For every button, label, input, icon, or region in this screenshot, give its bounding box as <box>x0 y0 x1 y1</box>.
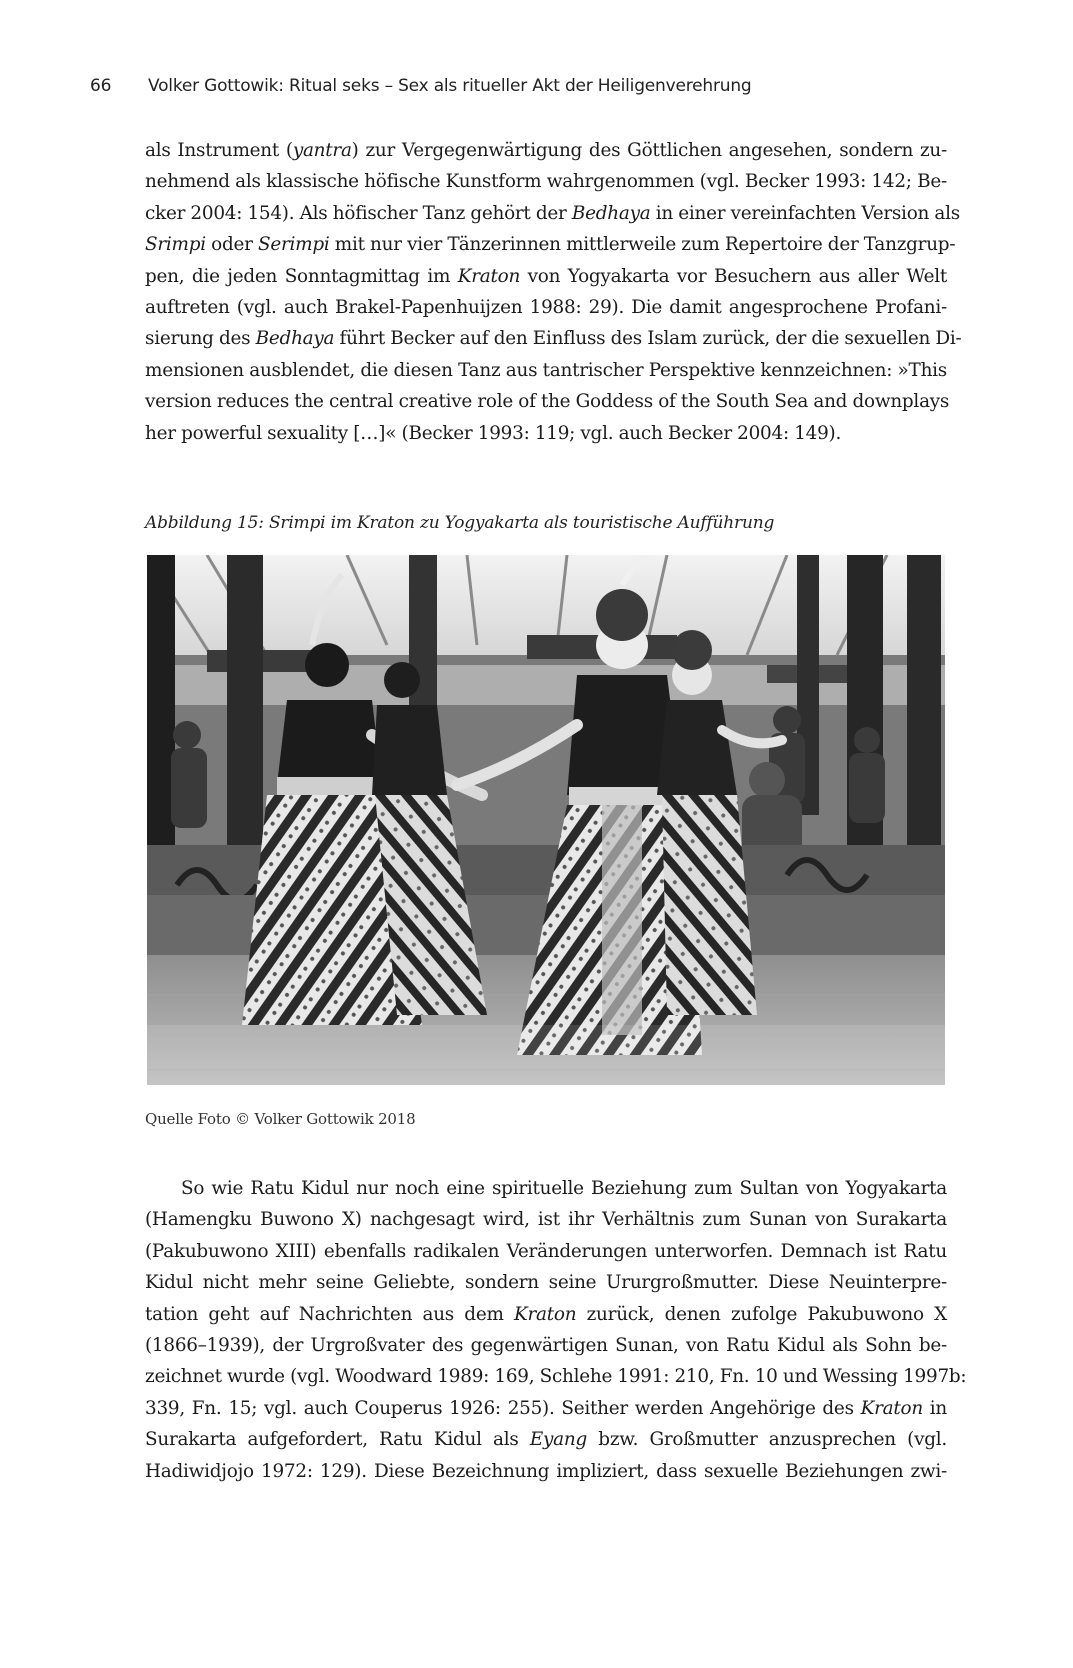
text-line <box>145 229 956 260</box>
paragraph-1 <box>145 135 962 449</box>
text-run: sierung des <box>145 328 256 350</box>
text-line: mensionen ausblendet, die diesen Tanz aus tantrischer Perspektive kennzeichnen: »This <box>145 359 947 381</box>
text-run: 339, Fn. 15; vgl. auch Couperus 1926: 255). Seither werden Angehörige des <box>145 1397 861 1419</box>
text-line <box>145 1424 947 1455</box>
paragraph-2 <box>145 1173 967 1487</box>
text-line: Kidul nicht mehr seine Geliebte, sondern seine Ururgroßmutter. Diese Neuinterpre- <box>145 1272 947 1294</box>
text-run: cker 2004: 154). Als höfischer Tanz gehört der <box>145 202 572 224</box>
term-kraton: Kraton <box>513 1303 577 1325</box>
text-line <box>145 1299 947 1330</box>
text-run: mit nur vier Tänzerinnen mittlerweile zum Repertoire der Tanzgrup- <box>329 234 956 256</box>
text-run: in <box>922 1397 947 1419</box>
text-line <box>145 261 947 292</box>
text-line: auftreten (vgl. auch Brakel-Papenhuijzen 1988: 29). Die damit angesprochene Profani- <box>145 297 947 319</box>
text-run: tation geht auf Nachrichten aus dem <box>145 1303 514 1325</box>
text-line: (1866–1939), der Urgroßvater des gegenwärtigen Sunan, von Ratu Kidul als Sohn be- <box>145 1335 947 1357</box>
term-serimpi: Serimpi <box>258 234 330 256</box>
text-run: pen, die jeden Sonntagmittag im <box>145 265 458 287</box>
text-run: Surakarta aufgefordert, Ratu Kidul als <box>145 1429 530 1451</box>
text-line: version reduces the central creative role of the Goddess of the South Sea and downplays <box>145 391 950 413</box>
term-kraton: Kraton <box>860 1397 923 1419</box>
dancers-photo-illustration <box>147 555 945 1085</box>
term-bedhaya: Bedhaya <box>255 328 335 350</box>
term-yantra: yantra <box>292 140 352 161</box>
text-run: bzw. Großmutter anzusprechen (vgl. <box>587 1429 947 1451</box>
term-kraton: Kraton <box>457 265 521 287</box>
text-run: in einer vereinfachten Version als <box>650 202 960 224</box>
text-line <box>145 1393 947 1424</box>
text-run: führt Becker auf den Einfluss des Islam zurück, der die sexuellen Di- <box>334 328 962 350</box>
text-line: Hadiwidjojo 1972: 129). Diese Bezeichnung impliziert, dass sexuelle Beziehungen zwi- <box>145 1460 947 1482</box>
page-number: 66 <box>90 76 112 96</box>
text-run: oder <box>205 234 258 256</box>
text-line: zeichnet wurde (vgl. Woodward 1989: 169, Schlehe 1991: 210, Fn. 10 und Wessing 1997b: <box>145 1366 967 1388</box>
term-srimpi: Srimpi <box>145 234 206 256</box>
text-line: (Hamengku Buwono X) nachgesagt wird, ist ihr Verhältnis zum Sunan von Surakarta <box>145 1209 947 1231</box>
text-line: (Pakubuwono XIII) ebenfalls radikalen Veränderungen unterworfen. Demnach ist Ratu <box>145 1240 947 1262</box>
text-line <box>145 198 960 229</box>
text-line: her powerful sexuality […]« (Becker 1993: 119; vgl. auch Becker 2004: 149). <box>145 422 842 444</box>
running-title: Volker Gottowik: Ritual seks – Sex als ritueller Akt der Heiligenverehrung <box>148 76 752 96</box>
text-line <box>145 323 962 354</box>
figure-caption: Abbildung 15: Srimpi im Kraton zu Yogyakarta als touristische Aufführung <box>145 513 775 533</box>
text-run: zurück, denen zufolge Pakubuwono X <box>576 1303 947 1325</box>
running-head <box>90 76 950 96</box>
text-run: ) zur Vergegenwärtigung des Göttlichen angesehen, sondern zu- <box>351 140 947 161</box>
text-line <box>145 1173 947 1204</box>
term-eyang: Eyang <box>529 1429 588 1451</box>
text-line <box>145 135 947 166</box>
text-run: als Instrument ( <box>145 140 293 161</box>
text-run: von Yogyakarta vor Besuchern aus aller Welt <box>520 265 947 287</box>
photo-credit: Quelle Foto © Volker Gottowik 2018 <box>145 1110 416 1128</box>
figure-photo <box>147 555 945 1085</box>
text-run: So wie Ratu Kidul nur noch eine spirituelle Beziehung zum Sultan von Yogyakarta <box>181 1178 947 1199</box>
term-bedhaya: Bedhaya <box>571 202 651 224</box>
text-line: nehmend als klassische höfische Kunstform wahrgenommen (vgl. Becker 1993: 142; Be- <box>145 171 947 193</box>
